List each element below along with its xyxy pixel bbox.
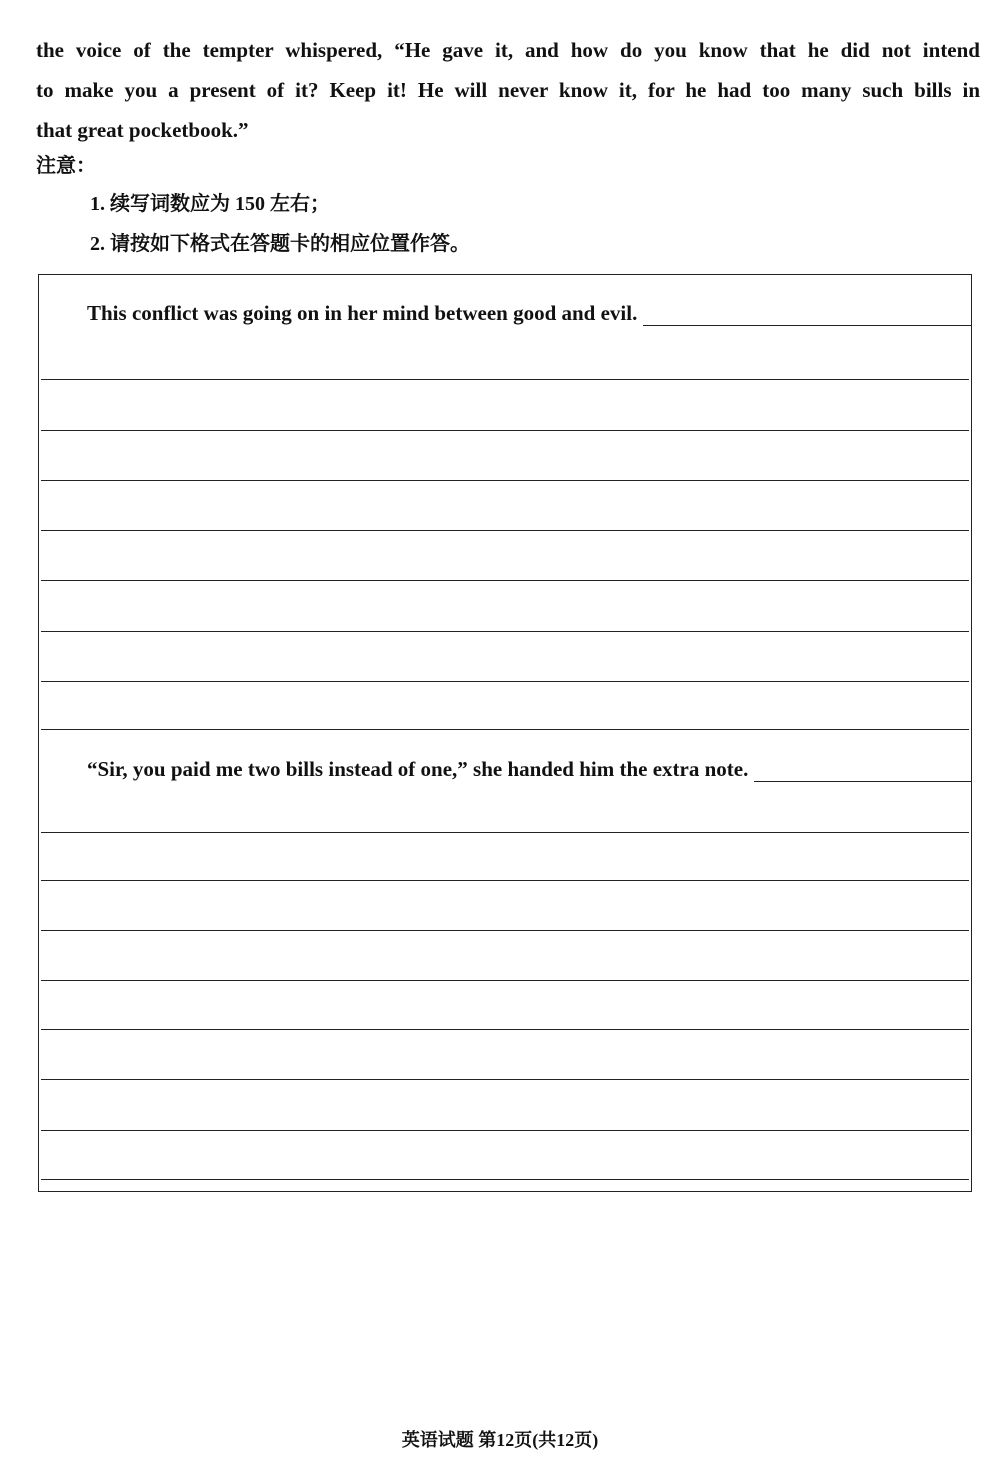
writing-blank[interactable] <box>754 757 971 782</box>
paragraph2-starter-row <box>87 757 971 782</box>
writing-line[interactable] <box>41 379 969 380</box>
writing-line[interactable] <box>41 1079 969 1080</box>
passage-line: the voice of the tempter whispered, “He gave it, and how do you know that he did not intend <box>36 38 980 62</box>
writing-blank[interactable] <box>643 301 971 326</box>
writing-line[interactable] <box>41 930 969 931</box>
note-item-format: 2. 请按如下格式在答题卡的相应位置作答。 <box>90 233 470 255</box>
writing-line[interactable] <box>41 580 969 581</box>
passage-text <box>36 30 980 150</box>
notes-heading: 注意： <box>36 155 96 177</box>
paragraph1-starter: This conflict was going on in her mind between good and evil. <box>87 301 638 325</box>
writing-line[interactable] <box>41 980 969 981</box>
answer-box <box>38 274 972 1192</box>
writing-line[interactable] <box>41 1029 969 1030</box>
paragraph1-starter-row <box>87 301 971 326</box>
passage-line: to make you a present of it? Keep it! He will never know it, for he had too many such bills in <box>36 78 980 102</box>
writing-line[interactable] <box>41 530 969 531</box>
writing-line[interactable] <box>41 430 969 431</box>
writing-line[interactable] <box>41 1130 969 1131</box>
note-item-word-count: 1. 续写词数应为 150 左右； <box>90 193 330 215</box>
writing-line[interactable] <box>41 729 969 730</box>
writing-line[interactable] <box>41 631 969 632</box>
passage-line: that great pocketbook.” <box>36 118 249 142</box>
writing-line[interactable] <box>41 832 969 833</box>
writing-line[interactable] <box>41 480 969 481</box>
writing-line[interactable] <box>41 681 969 682</box>
writing-line[interactable] <box>41 880 969 881</box>
paragraph2-starter: “Sir, you paid me two bills instead of one,” she handed him the extra note. <box>87 757 749 781</box>
page-footer: 英语试题 第12页(共12页) <box>401 1430 599 1450</box>
writing-line[interactable] <box>41 1179 969 1180</box>
